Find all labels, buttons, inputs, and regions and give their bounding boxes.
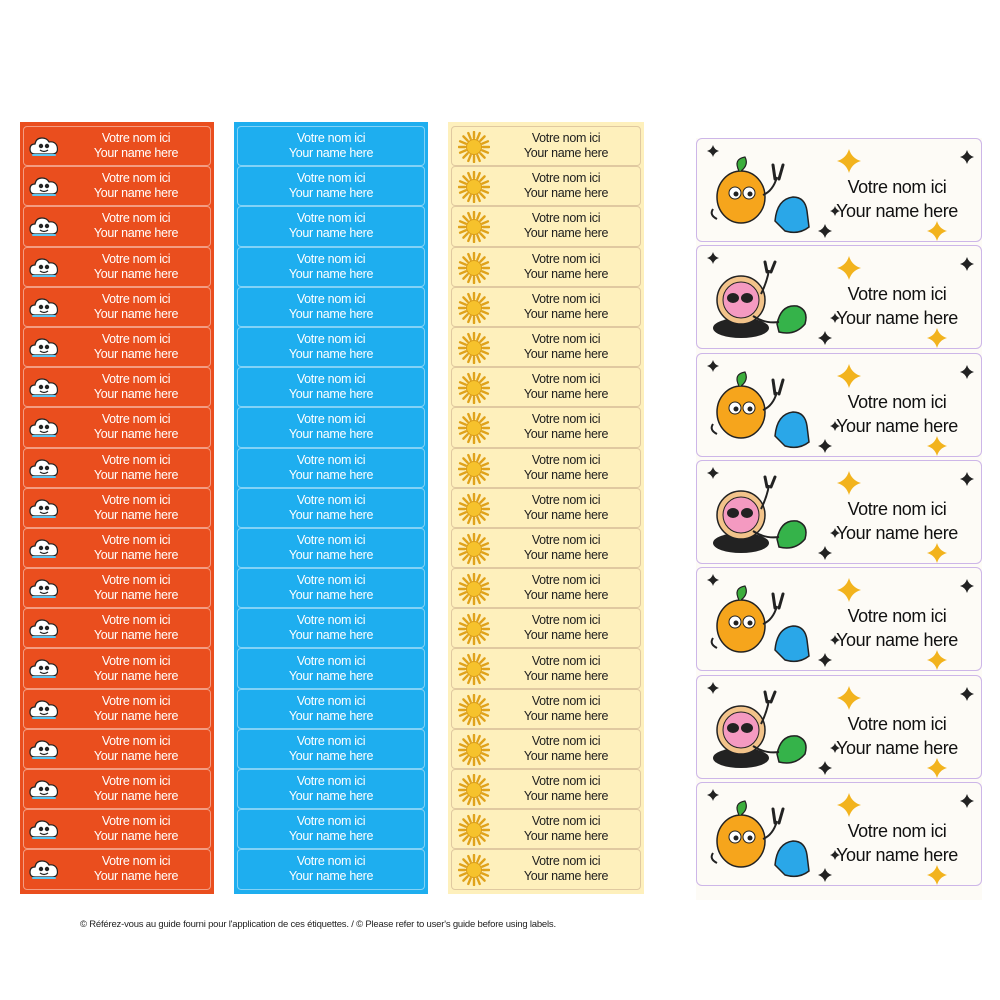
label-text-french: Votre nom ici (296, 573, 366, 588)
label-text-english: Your name here (93, 869, 179, 884)
label-text (817, 175, 977, 223)
label-text-english: Your name here (523, 588, 609, 603)
label-text-french: Votre nom ici (531, 733, 601, 748)
label-text-english: Your name here (93, 668, 179, 683)
name-label (451, 608, 641, 648)
label-text-french: Votre nom ici (296, 171, 366, 186)
label-text-english: Your name here (93, 186, 179, 201)
label-text-english: Your name here (523, 628, 609, 643)
label-text-french: Votre nom ici (531, 532, 601, 547)
name-label (451, 287, 641, 327)
donut-character-icon (705, 258, 825, 344)
label-text-english: Your name here (288, 347, 374, 362)
label-text-french: Votre nom ici (101, 452, 171, 467)
label-text-french: Votre nom ici (531, 211, 601, 226)
name-label (23, 729, 211, 769)
name-label (451, 126, 641, 166)
label-text-english: Your name here (523, 226, 609, 241)
label-text-english: Your name here (93, 306, 179, 321)
cloud-icon (29, 295, 59, 319)
label-text-french: Votre nom ici (531, 653, 601, 668)
name-label (237, 689, 425, 729)
cloud-icon (29, 817, 59, 841)
sun-icon (458, 533, 490, 565)
cloud-icon (29, 536, 59, 560)
label-text-english: Your name here (288, 829, 374, 844)
label-text-english: Your name here (836, 522, 958, 543)
cloud-icon (29, 777, 59, 801)
cloud-icon (29, 174, 59, 198)
name-label (23, 648, 211, 688)
label-text-french: Votre nom ici (101, 733, 171, 748)
label-text (817, 604, 977, 652)
name-label (23, 769, 211, 809)
label-text-french: Votre nom ici (296, 372, 366, 387)
name-label (451, 729, 641, 769)
label-text-english: Your name here (288, 226, 374, 241)
orange-character-icon (705, 151, 825, 237)
name-label (451, 367, 641, 407)
label-text-english: Your name here (288, 507, 374, 522)
name-label (451, 809, 641, 849)
label-text-french: Votre nom ici (101, 854, 171, 869)
label-text-english: Your name here (523, 869, 609, 884)
label-text-english: Your name here (288, 708, 374, 723)
cloud-icon (29, 134, 59, 158)
label-text (817, 390, 977, 438)
label-text-french: Votre nom ici (531, 251, 601, 266)
donut-character-icon (705, 473, 825, 559)
name-label (451, 568, 641, 608)
label-text (817, 712, 977, 760)
label-text-english: Your name here (288, 266, 374, 281)
cloud-icon (29, 737, 59, 761)
label-text-french: Votre nom ici (296, 291, 366, 306)
name-label (23, 327, 211, 367)
sun-icon (458, 171, 490, 203)
label-text-french: Votre nom ici (296, 854, 366, 869)
name-label (451, 849, 641, 889)
cloud-icon (29, 255, 59, 279)
label-text-french: Votre nom ici (296, 131, 366, 146)
name-label (237, 206, 425, 246)
name-label (237, 367, 425, 407)
label-text-english: Your name here (93, 226, 179, 241)
sun-icon (458, 211, 490, 243)
label-text-french: Votre nom ici (296, 211, 366, 226)
name-label (237, 528, 425, 568)
label-text-french: Votre nom ici (101, 814, 171, 829)
label-text-french: Votre nom ici (101, 613, 171, 628)
label-text-english: Your name here (288, 789, 374, 804)
sun-icon (458, 694, 490, 726)
label-text-english: Your name here (523, 347, 609, 362)
label-text-french: Votre nom ici (296, 653, 366, 668)
usage-note: © Référez-vous au guide fourni pour l'application de ces étiquettes. / © Please refer to user's guide before using labels. (80, 919, 556, 930)
label-text-french: Votre nom ici (101, 332, 171, 347)
label-text-english: Your name here (93, 829, 179, 844)
name-label (23, 568, 211, 608)
label-text-french: Votre nom ici (296, 251, 366, 266)
label-text-french: Votre nom ici (101, 492, 171, 507)
name-label (23, 247, 211, 287)
sun-icon (458, 814, 490, 846)
label-text-french: Votre nom ici (531, 573, 601, 588)
label-text-french: Votre nom ici (531, 774, 601, 789)
label-text-french: Votre nom ici (847, 284, 947, 305)
label-text-french: Votre nom ici (101, 532, 171, 547)
orange-character-icon (705, 366, 825, 452)
label-text-english: Your name here (93, 387, 179, 402)
label-text-english: Your name here (523, 507, 609, 522)
sun-icon (458, 734, 490, 766)
label-text-french: Votre nom ici (296, 774, 366, 789)
label-text-english: Your name here (523, 748, 609, 763)
label-text-english: Your name here (523, 829, 609, 844)
label-text-french: Votre nom ici (296, 733, 366, 748)
label-text-english: Your name here (93, 146, 179, 161)
label-text-english: Your name here (288, 387, 374, 402)
label-text-english: Your name here (836, 844, 958, 865)
name-label (23, 488, 211, 528)
sun-icon (458, 412, 490, 444)
label-text-french: Votre nom ici (101, 171, 171, 186)
name-label (451, 166, 641, 206)
label-text-english: Your name here (288, 186, 374, 201)
label-text-english: Your name here (288, 306, 374, 321)
label-text-french: Votre nom ici (101, 291, 171, 306)
cloud-icon (29, 456, 59, 480)
label-text-english: Your name here (93, 467, 179, 482)
label-text-english: Your name here (523, 668, 609, 683)
label-text-english: Your name here (288, 588, 374, 603)
label-text-english: Your name here (93, 507, 179, 522)
character-name-label (696, 460, 982, 564)
name-label (237, 849, 425, 889)
sun-icon (458, 372, 490, 404)
label-text-french: Votre nom ici (531, 291, 601, 306)
sun-icon (458, 653, 490, 685)
label-text-english: Your name here (523, 266, 609, 281)
name-label (23, 809, 211, 849)
label-text-english: Your name here (836, 201, 958, 221)
name-label (451, 528, 641, 568)
label-text-french: Votre nom ici (101, 774, 171, 789)
label-text-french: Votre nom ici (531, 814, 601, 829)
label-text-french: Votre nom ici (101, 251, 171, 266)
name-label (451, 448, 641, 488)
label-text-english: Your name here (93, 708, 179, 723)
orange-label-sheet (20, 122, 214, 894)
name-label (237, 729, 425, 769)
label-text-english: Your name here (523, 427, 609, 442)
label-text-english: Your name here (93, 427, 179, 442)
cloud-icon (29, 335, 59, 359)
name-label (23, 206, 211, 246)
name-label (237, 648, 425, 688)
label-text-french: Votre nom ici (531, 854, 601, 869)
character-name-label (696, 782, 982, 886)
label-text-english: Your name here (93, 588, 179, 603)
label-text-french: Votre nom ici (531, 332, 601, 347)
label-text-english: Your name here (836, 415, 958, 436)
name-label (451, 769, 641, 809)
label-text-french: Votre nom ici (847, 713, 947, 734)
cloud-icon (29, 697, 59, 721)
character-name-label (696, 245, 982, 349)
label-text-french: Votre nom ici (296, 814, 366, 829)
cloud-icon (29, 857, 59, 881)
label-text-french: Votre nom ici (296, 613, 366, 628)
label-text-english: Your name here (93, 789, 179, 804)
cloud-icon (29, 616, 59, 640)
label-text-english: Your name here (288, 547, 374, 562)
label-text-french: Votre nom ici (531, 613, 601, 628)
name-label (23, 287, 211, 327)
name-label (23, 448, 211, 488)
sun-icon (458, 131, 490, 163)
sun-icon (458, 613, 490, 645)
sun-icon (458, 854, 490, 886)
label-text-english: Your name here (523, 146, 609, 161)
name-label (451, 407, 641, 447)
yellow-label-sheet (448, 122, 644, 894)
label-text-english: Your name here (288, 668, 374, 683)
label-text-french: Votre nom ici (101, 573, 171, 588)
name-label (451, 327, 641, 367)
label-text-french: Votre nom ici (531, 412, 601, 427)
name-label (237, 166, 425, 206)
label-text (817, 819, 977, 867)
name-label (23, 528, 211, 568)
name-label (237, 488, 425, 528)
orange-character-icon (705, 580, 825, 666)
label-text-french: Votre nom ici (531, 452, 601, 467)
label-text-french: Votre nom ici (101, 372, 171, 387)
name-label (23, 849, 211, 889)
blue-label-sheet (234, 122, 428, 894)
name-label (237, 769, 425, 809)
orange-character-icon (705, 795, 825, 881)
label-text-english: Your name here (523, 186, 609, 201)
character-name-label (696, 138, 982, 242)
label-text-english: Your name here (523, 547, 609, 562)
sun-icon (458, 292, 490, 324)
sun-icon (458, 252, 490, 284)
name-label (237, 448, 425, 488)
cloud-icon (29, 576, 59, 600)
name-label (451, 689, 641, 729)
donut-character-icon (705, 688, 825, 774)
cloud-icon (29, 656, 59, 680)
cloud-icon (29, 496, 59, 520)
label-text-french: Votre nom ici (296, 492, 366, 507)
label-text-english: Your name here (288, 427, 374, 442)
label-text-english: Your name here (836, 737, 958, 758)
name-label (237, 126, 425, 166)
label-text-english: Your name here (523, 387, 609, 402)
name-label (23, 166, 211, 206)
label-text-french: Votre nom ici (296, 452, 366, 467)
label-text-english: Your name here (523, 708, 609, 723)
label-text-french: Votre nom ici (296, 693, 366, 708)
label-text-english: Your name here (836, 630, 958, 651)
label-text-english: Your name here (523, 306, 609, 321)
name-label (237, 247, 425, 287)
label-text-french: Votre nom ici (531, 372, 601, 387)
label-text-french: Votre nom ici (101, 211, 171, 226)
name-label (237, 287, 425, 327)
cloud-icon (29, 214, 59, 238)
sun-icon (458, 493, 490, 525)
label-text-french: Votre nom ici (847, 177, 947, 197)
label-text-french: Votre nom ici (847, 820, 947, 841)
label-text-english: Your name here (523, 789, 609, 804)
label-text-english: Your name here (288, 869, 374, 884)
cloud-icon (29, 415, 59, 439)
label-text-french: Votre nom ici (296, 532, 366, 547)
label-text-french: Votre nom ici (296, 332, 366, 347)
name-label (237, 568, 425, 608)
label-text-english: Your name here (288, 748, 374, 763)
label-text-french: Votre nom ici (531, 131, 601, 146)
label-text (817, 497, 977, 545)
label-text-french: Votre nom ici (847, 391, 947, 412)
label-text-english: Your name here (288, 467, 374, 482)
label-text-french: Votre nom ici (101, 693, 171, 708)
name-label (451, 488, 641, 528)
label-text-english: Your name here (288, 628, 374, 643)
name-label (23, 608, 211, 648)
label-text-french: Votre nom ici (847, 606, 947, 627)
cloud-icon (29, 375, 59, 399)
sun-icon (458, 332, 490, 364)
label-text-french: Votre nom ici (296, 412, 366, 427)
label-text-french: Votre nom ici (101, 653, 171, 668)
name-label (237, 327, 425, 367)
name-label (23, 407, 211, 447)
label-text-english: Your name here (93, 547, 179, 562)
name-label (23, 126, 211, 166)
name-label (237, 407, 425, 447)
sun-icon (458, 453, 490, 485)
label-text-english: Your name here (288, 146, 374, 161)
name-label (237, 809, 425, 849)
character-name-label (696, 353, 982, 457)
label-text-french: Votre nom ici (847, 498, 947, 519)
name-label (451, 648, 641, 688)
character-label-sheet (696, 138, 982, 900)
label-text-english: Your name here (93, 748, 179, 763)
label-text-french: Votre nom ici (531, 492, 601, 507)
label-text-french: Votre nom ici (101, 131, 171, 146)
name-label (23, 367, 211, 407)
name-label (451, 247, 641, 287)
label-text-english: Your name here (836, 308, 958, 329)
name-label (237, 608, 425, 648)
label-text-french: Votre nom ici (531, 171, 601, 186)
character-name-label (696, 567, 982, 671)
label-text-english: Your name here (93, 628, 179, 643)
character-name-label (696, 675, 982, 779)
sun-icon (458, 573, 490, 605)
name-label (23, 689, 211, 729)
label-text-english: Your name here (93, 347, 179, 362)
label-text-french: Votre nom ici (101, 412, 171, 427)
label-text-english: Your name here (523, 467, 609, 482)
label-text-french: Votre nom ici (531, 693, 601, 708)
sun-icon (458, 774, 490, 806)
label-text (817, 282, 977, 330)
label-text-english: Your name here (93, 266, 179, 281)
name-label (451, 206, 641, 246)
